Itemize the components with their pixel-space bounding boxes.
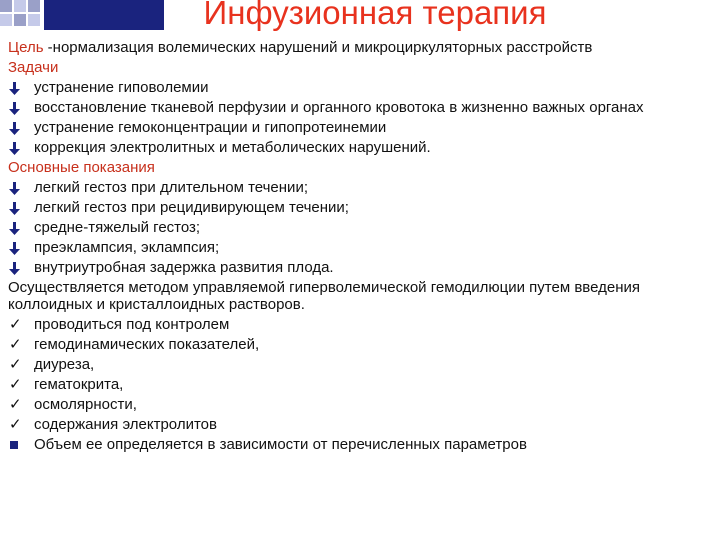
control-text: гематокрита, xyxy=(34,376,124,393)
task-item xyxy=(8,79,713,96)
slide-title: Инфузионная терапия xyxy=(203,0,547,31)
arrow-bullet-icon xyxy=(8,222,22,236)
arrow-bullet-icon xyxy=(8,102,22,116)
tasks-heading: Задачи xyxy=(8,59,59,76)
checkmark-icon: ✓ xyxy=(9,416,22,433)
task-item xyxy=(8,99,713,116)
indication-text: преэклампсия, эклампсия; xyxy=(34,239,220,256)
method-text: Осуществляется методом управляемой гиперволемической гемодилюции путем введения коллоидных и кристаллоидных растворов. xyxy=(8,279,640,313)
control-item xyxy=(8,396,713,413)
indication-item xyxy=(8,219,713,236)
arrow-bullet-icon xyxy=(8,82,22,96)
indication-item xyxy=(8,259,713,276)
checkmark-icon: ✓ xyxy=(9,316,22,333)
control-item xyxy=(8,416,713,433)
checkmark-icon: ✓ xyxy=(9,376,22,393)
arrow-bullet-icon xyxy=(8,262,22,276)
control-text: проводиться под контролем xyxy=(34,316,230,333)
indication-item xyxy=(8,179,713,196)
indications-heading: Основные показания xyxy=(8,159,155,176)
indication-text: внутриутробная задержка развития плода. xyxy=(34,259,334,276)
arrow-bullet-icon xyxy=(8,142,22,156)
task-text: устранение гемоконцентрации и гипопротеинемии xyxy=(34,119,387,136)
indication-item xyxy=(8,199,713,216)
control-item xyxy=(8,376,713,393)
task-text: устранение гиповолемии xyxy=(34,79,209,96)
arrow-bullet-icon xyxy=(8,122,22,136)
indication-text: легкий гестоз при рецидивирующем течении; xyxy=(34,199,349,216)
arrow-bullet-icon xyxy=(8,202,22,216)
checkmark-icon: ✓ xyxy=(9,336,22,353)
control-item xyxy=(8,336,713,353)
indication-text: легкий гестоз при длительном течении; xyxy=(34,179,308,196)
arrow-bullet-icon xyxy=(8,242,22,256)
arrow-bullet-icon xyxy=(8,182,22,196)
control-text: содержания электролитов xyxy=(34,416,217,433)
control-item xyxy=(8,356,713,373)
task-text: коррекция электролитных и метаболических нарушений. xyxy=(34,139,431,156)
indication-text: средне-тяжелый гестоз; xyxy=(34,219,201,236)
goal-label: Цель xyxy=(8,39,44,56)
control-text: осмолярности, xyxy=(34,396,137,413)
task-item xyxy=(8,119,713,136)
checkmark-icon: ✓ xyxy=(9,396,22,413)
task-text: восстановление тканевой перфузии и органного кровотока в жизненно важных органах xyxy=(34,99,644,116)
task-item xyxy=(8,139,713,156)
volume-item xyxy=(8,436,713,453)
indication-item xyxy=(8,239,713,256)
slide-content xyxy=(8,39,713,456)
control-item xyxy=(8,316,713,333)
control-text: диуреза, xyxy=(34,356,95,373)
square-bullet-icon xyxy=(10,441,18,449)
checkmark-icon: ✓ xyxy=(9,356,22,373)
control-text: гемодинамических показателей, xyxy=(34,336,260,353)
goal-line xyxy=(8,39,713,56)
volume-text: Объем ее определяется в зависимости от перечисленных параметров xyxy=(34,436,527,453)
goal-text: -нормализация волемических нарушений и микроциркуляторных расстройств xyxy=(43,39,593,56)
